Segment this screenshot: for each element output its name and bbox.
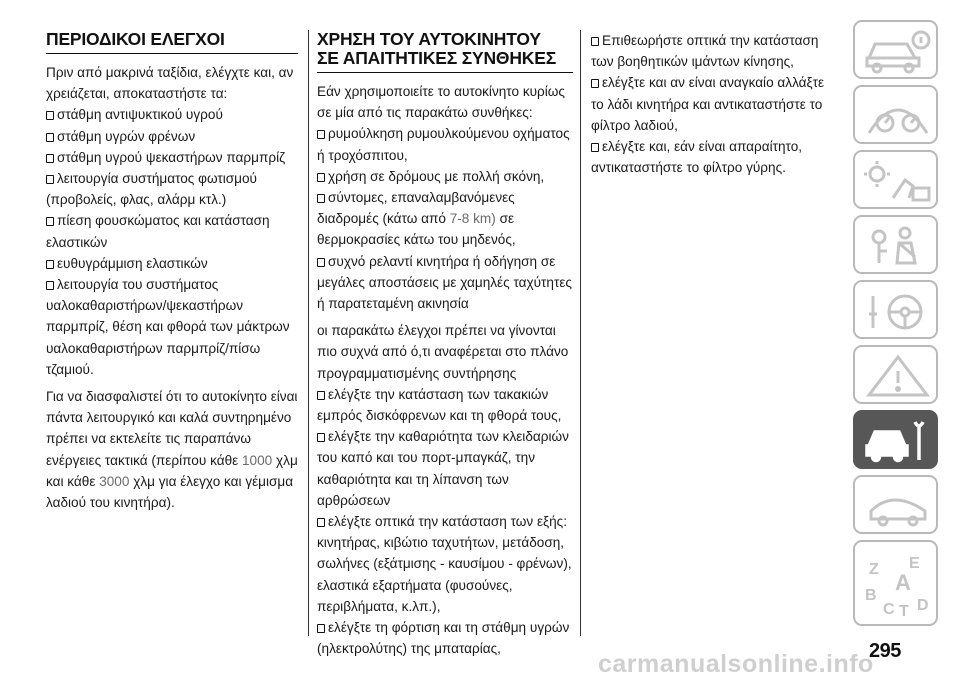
checkbox-icon: [317, 518, 325, 527]
checkbox-icon: [46, 111, 54, 120]
section-title-periodic-checks: ΠΕΡΙΟΔΙΚΟΙ ΕΛΕΓΧΟΙ: [46, 30, 298, 54]
car-info-icon: [863, 28, 933, 74]
column-divider: [308, 30, 309, 636]
checkbox-icon: [317, 433, 325, 442]
column-demanding-conditions: [317, 30, 573, 659]
svg-text:T: T: [899, 603, 909, 620]
list-item: λειτουργία συστήματος φωτισμού (προβολείς, φλας, αλάρμ κτλ.): [46, 171, 257, 208]
list-item: στάθμη υγρού ψεκαστήρων παρμπρίζ: [46, 147, 298, 168]
checkbox-icon: [317, 194, 325, 203]
checkbox-icon: [46, 281, 54, 290]
interval-value: 1000: [241, 452, 273, 468]
interval-value: 3000: [99, 473, 130, 489]
list-item: χρήση σε δρόμους με πολλή σκόνη,: [317, 166, 573, 187]
conditions-list: [317, 123, 573, 314]
column-divider: [580, 30, 581, 636]
checkbox-icon: [46, 260, 54, 269]
checkbox-icon: [317, 258, 325, 267]
checkbox-icon: [317, 130, 325, 139]
warning-triangle-icon: [863, 353, 933, 399]
checkbox-icon: [317, 173, 325, 182]
tab-maintenance[interactable]: [853, 410, 938, 469]
intro-text: Εάν χρησιμοποιείτε το αυτοκίνητο κυρίως σε μία από τις παρακάτω συνθήκες:: [317, 84, 565, 121]
index-alphabet-icon: [863, 548, 933, 622]
tab-emergency[interactable]: [853, 345, 938, 404]
list-item: ρυμούλκηση ρυμουλκούμενου οχήματος ή τροχόσπιτου,: [317, 126, 570, 163]
tab-vehicle-info[interactable]: [853, 20, 938, 79]
frequency-paragraph: οι παρακάτω έλεγχοι πρέπει να γίνονται πιο συχνά από ό,τι αναφέρεται στο πλάνο προγραμματισμένης συντήρησης: [317, 323, 569, 381]
column-periodic-checks: [46, 30, 298, 513]
page-number: 295: [869, 640, 901, 662]
list-item: πίεση φουσκώματος και κατάσταση ελαστικών: [46, 213, 270, 250]
svg-text:C: C: [883, 601, 895, 618]
tab-dashboard[interactable]: [853, 85, 938, 144]
car-specs-icon: [863, 483, 933, 529]
tab-index[interactable]: [853, 540, 938, 626]
column-continued-checks: [591, 30, 839, 178]
list-item: ελέγξτε την κατάσταση των τακακιών εμπρός δισκόφρενων και τη φθορά τους,: [317, 386, 562, 424]
checkbox-icon: [591, 37, 599, 46]
checkbox-icon: [591, 79, 599, 88]
list-item: συχνό ρελαντί κινητήρα ή οδήγηση σε μεγάλες αποστάσεις με χαμηλές ταχύτητες ή παρατεταμένη ακινησία: [317, 253, 572, 312]
list-item: ελέγξτε τη φόρτιση και τη στάθμη υγρών (ηλεκτρολύτης) της μπαταρίας,: [317, 620, 570, 657]
svg-text:Z: Z: [869, 561, 879, 578]
checkbox-icon: [46, 175, 54, 184]
list-item: ελέγξτε και αν είναι αναγκαίο αλλάξτε το λάδι κινητήρα και αντικαταστήστε το φίλτρο λαδιού,: [591, 75, 825, 133]
checklist: [46, 104, 298, 380]
checkbox-icon: [46, 133, 54, 142]
list-item: ελέγξτε την καθαριότητα των κλειδαριών του καπό και του πορτ-μπαγκάζ, την καθαριότητα και τη λίπανση των αρθρώσεων: [317, 429, 569, 508]
key-seatbelt-icon: [863, 223, 933, 269]
watermark-text: carmanualsonline.info: [598, 650, 874, 678]
maintenance-paragraph: Για να διασφαλιστεί ότι το αυτοκίνητο είναι πάντα λειτουργικό και καλά συντηρημένο πρέπει να εκτελείτε τις παραπάνω ενέργειες τακτικά (περίπου κάθε 1000 χλμ και κάθε 3000 χλμ για έλεγχο και γέμισμα λαδιού του κινητήρα).: [46, 389, 298, 511]
list-item: σύντομες, επαναλαμβανόμενες διαδρομές (κάτω από 7-8 km) σε θερμοκρασίες κάτω του μηδενός,: [317, 190, 516, 248]
list-item: ελέγξτε και, εάν είναι απαραίτητο, αντικαταστήστε το φίλτρο γύρης.: [591, 139, 803, 176]
list-item: ελέγξτε οπτικά την κατάσταση των εξής: κινητήρας, κιβώτιο ταχυτήτων, μετάδοση, σωλήνες (εξάτμισης - καυσίμου - φρένων), ελαστικά εξαρτήματα (φυσούνες, περιβλήματα, κ.λπ.),: [317, 514, 572, 614]
checkbox-icon: [317, 391, 325, 400]
svg-text:A: A: [895, 570, 911, 595]
tab-safety[interactable]: [853, 150, 938, 209]
tab-starting-driving[interactable]: [853, 280, 938, 339]
tab-technical-data[interactable]: [853, 475, 938, 534]
tab-seatbelts[interactable]: [853, 215, 938, 274]
checkbox-icon: [317, 624, 325, 633]
section-title-demanding-use: ΧΡΗΣΗ ΤΟΥ ΑΥΤΟΚΙΝΗΤΟΥ ΣΕ ΑΠΑΙΤΗΤΙΚΕΣ ΣΥΝΘΗΚΕΣ: [317, 30, 573, 73]
climate-airbag-icon: [863, 158, 933, 204]
list-item: ευθυγράμμιση ελαστικών: [46, 253, 298, 274]
list-item: στάθμη αντιψυκτικού υγρού: [46, 104, 298, 125]
checkbox-icon: [46, 217, 54, 226]
steering-wheel-icon: [863, 288, 933, 334]
svg-text:E: E: [909, 555, 920, 572]
dashboard-display-icon: [863, 93, 933, 139]
checkbox-icon: [591, 143, 599, 152]
service-car-wrench-icon: [863, 418, 933, 464]
checkbox-icon: [46, 154, 54, 163]
list-item: Επιθεωρήστε οπτικά την κατάσταση των βοηθητικών ιμάντων κίνησης,: [591, 33, 819, 70]
list-item: λειτουργία του συστήματος υαλοκαθαριστήρων/ψεκαστήρων παρμπρίζ, θέση και φθορά των μάκτρων υαλοκαθαριστήρων παρμπρίζ/πίσω τζαμιού.: [46, 277, 290, 377]
checks-list: [317, 384, 573, 660]
svg-text:B: B: [865, 587, 877, 604]
intro-text: Πριν από μακρινά ταξίδια, ελέγχτε και, αν χρειάζεται, αποκαταστήστε τα:: [46, 65, 294, 102]
svg-text:D: D: [917, 597, 929, 614]
list-item: στάθμη υγρών φρένων: [46, 126, 298, 147]
distance-value: 7-8 km): [449, 211, 496, 227]
